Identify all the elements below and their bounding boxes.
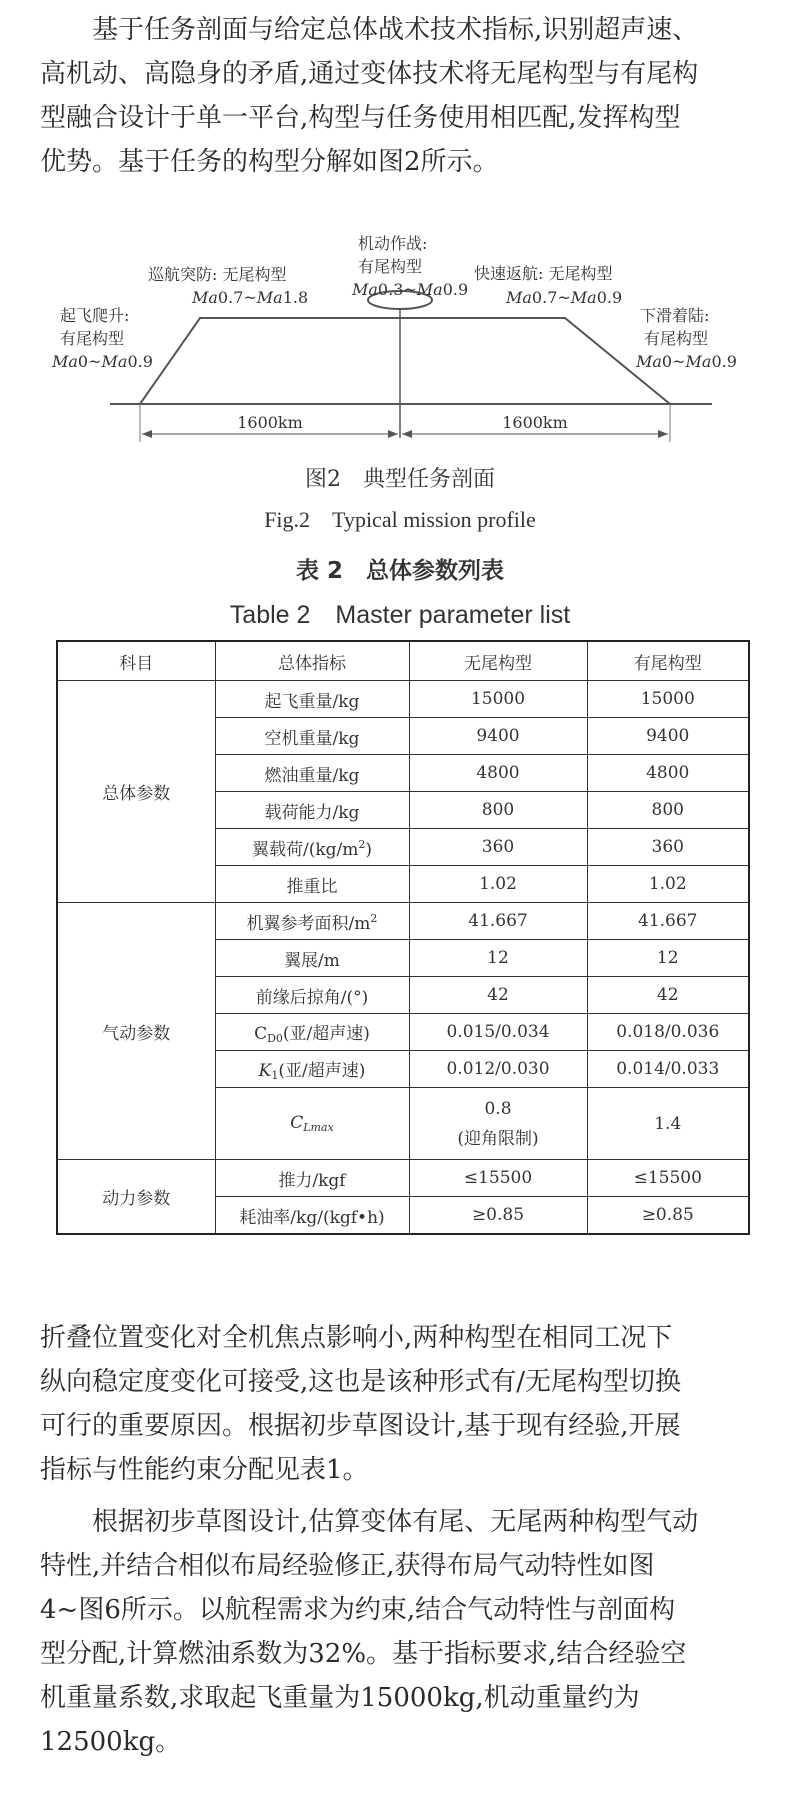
- cell-tailless: 800: [409, 792, 587, 829]
- distance-label-left: 1600km: [237, 413, 303, 432]
- figure-caption-cn: 图2 典型任务剖面: [305, 467, 495, 492]
- segment-landing-mach: Ma0~Ma0.9: [636, 352, 737, 371]
- master-parameter-table: [56, 640, 750, 1235]
- table-row: [57, 1160, 749, 1197]
- cell-tailed: 12: [587, 940, 749, 977]
- cell-tailless: ≥0.85: [409, 1197, 587, 1235]
- cell-tailed: 1.4: [587, 1088, 749, 1160]
- cell-tailed: 0.014/0.033: [587, 1051, 749, 1088]
- cell-tailless: 0.012/0.030: [409, 1051, 587, 1088]
- intro-paragraph: [40, 8, 800, 52]
- row-label: 前缘后掠角/(°): [215, 977, 409, 1014]
- group-aero: 气动参数: [57, 903, 215, 1160]
- cell-tailed: 1.02: [587, 866, 749, 903]
- intro-line: 优势。基于任务的构型分解如图2所示。: [40, 147, 499, 177]
- body2-line: 机重量系数,求取起飞重量为15000kg,机动重量约为: [40, 1683, 640, 1713]
- header-indicator: 总体指标: [215, 641, 409, 681]
- segment-takeoff-line2: 有尾构型: [60, 329, 125, 348]
- intro-line: 型融合设计于单一平台,构型与任务使用相匹配,发挥构型: [40, 103, 681, 133]
- table-row: [57, 681, 749, 718]
- arrow-head-icon: [142, 430, 152, 438]
- body1-line: 折叠位置变化对全机焦点影响小,两种构型在相同工况下: [40, 1323, 673, 1353]
- row-label: $C_{D0}$(亚/超声速): [215, 1014, 409, 1051]
- body2-line: 根据初步草图设计,估算变体有尾、无尾两种构型气动: [92, 1507, 699, 1537]
- cell-tailed: 0.018/0.036: [587, 1014, 749, 1051]
- intro-paragraph-cont: [40, 52, 760, 184]
- header-tailless: 无尾构型: [409, 641, 587, 681]
- segment-maneuver-line1: 机动作战:: [358, 234, 428, 253]
- cell-tailless: 0.015/0.034: [409, 1014, 587, 1051]
- arrow-head-icon: [402, 430, 412, 438]
- row-label: 翼载荷$/(kg/m^2)$: [215, 829, 409, 866]
- cell-tailless: 42: [409, 977, 587, 1014]
- cell-tailless: ≤15500: [409, 1160, 587, 1197]
- segment-cruise-line1: 巡航突防: 无尾构型: [148, 265, 287, 284]
- profile-path: [140, 318, 670, 404]
- row-label: 推力/kgf: [215, 1160, 409, 1197]
- cell-tailless: 0.8 (迎角限制): [409, 1088, 587, 1160]
- group-overall: 总体参数: [57, 681, 215, 903]
- table-title-cn: 表 2 总体参数列表: [295, 558, 504, 584]
- cell-tailed: 9400: [587, 718, 749, 755]
- cell-tailed: 4800: [587, 755, 749, 792]
- body1-line: 纵向稳定度变化可接受,这也是该种形式有/无尾构型切换: [40, 1367, 682, 1397]
- row-label: 推重比: [215, 866, 409, 903]
- cell-tailless: 4800: [409, 755, 587, 792]
- cell-tailless: 9400: [409, 718, 587, 755]
- body2-line: 特性,并结合相似布局经验修正,获得布局气动特性如图: [40, 1551, 655, 1581]
- cell-tailless: 12: [409, 940, 587, 977]
- segment-landing-line2: 有尾构型: [644, 329, 709, 348]
- segment-takeoff-line1: 起飞爬升:: [60, 306, 130, 325]
- row-label: 空机重量/kg: [215, 718, 409, 755]
- row-label: 耗油率/kg/(kgf•h): [215, 1197, 409, 1235]
- row-label: 起飞重量/kg: [215, 681, 409, 718]
- cell-tailless: 15000: [409, 681, 587, 718]
- row-label: 翼展/m: [215, 940, 409, 977]
- row-label: 载荷能力/kg: [215, 792, 409, 829]
- cell-tailed: 360: [587, 829, 749, 866]
- row-label: $K_1$(亚/超声速): [215, 1051, 409, 1088]
- body2-line: 型分配,计算燃油系数为32%。基于指标要求,结合经验空: [40, 1639, 687, 1669]
- body-paragraph-1: [40, 1316, 760, 1492]
- body1-line: 指标与性能约束分配见表1。: [40, 1455, 369, 1485]
- segment-return-line1: 快速返航: 无尾构型: [474, 264, 613, 283]
- table-row: [57, 903, 749, 940]
- table-title-en: Table 2 Master parameter list: [229, 601, 571, 629]
- segment-takeoff-mach: Ma0~Ma0.9: [52, 352, 153, 371]
- segment-return-mach: Ma0.7~Ma0.9: [506, 288, 623, 307]
- intro-line: 高机动、高隐身的矛盾,通过变体技术将无尾构型与有尾构: [40, 59, 699, 89]
- cell-tailless: 41.667: [409, 903, 587, 940]
- cell-tailed: 42: [587, 977, 749, 1014]
- arrow-head-icon: [658, 430, 668, 438]
- mission-profile-figure: [0, 220, 800, 470]
- distance-label-right: 1600km: [502, 413, 568, 432]
- cell-tailless: 1.02: [409, 866, 587, 903]
- group-power: 动力参数: [57, 1160, 215, 1235]
- intro-line: 基于任务剖面与给定总体战术技术指标,识别超声速、: [92, 15, 699, 45]
- figure-caption-en: Fig.2 Typical mission profile: [264, 507, 536, 532]
- segment-cruise-mach: Ma0.7~Ma1.8: [192, 288, 309, 307]
- arrow-head-icon: [388, 430, 398, 438]
- cell-tailed: 800: [587, 792, 749, 829]
- cell-tailed: 41.667: [587, 903, 749, 940]
- cell-tailed: ≥0.85: [587, 1197, 749, 1235]
- cell-tailed: ≤15500: [587, 1160, 749, 1197]
- segment-maneuver-mach: Ma0.3~Ma0.9: [352, 280, 469, 299]
- row-label: 机翼参考面积$/m^2$: [215, 903, 409, 940]
- body2-line: 12500kg。: [40, 1727, 182, 1757]
- body-paragraph-2-cont: [40, 1544, 760, 1764]
- body1-line: 可行的重要原因。根据初步草图设计,基于现有经验,开展: [40, 1411, 681, 1441]
- row-label: $C_{Lmax}$: [215, 1088, 409, 1160]
- body-paragraph-2: [40, 1500, 800, 1544]
- cell-tailless: 360: [409, 829, 587, 866]
- row-label: 燃油重量/kg: [215, 755, 409, 792]
- segment-maneuver-line2: 有尾构型: [358, 257, 423, 276]
- header-subject: 科目: [57, 641, 215, 681]
- segment-landing-line1: 下滑着陆:: [640, 306, 710, 325]
- body2-line: 4~图6所示。以航程需求为约束,结合气动特性与剖面构: [40, 1595, 676, 1625]
- header-tailed: 有尾构型: [587, 641, 749, 681]
- cell-tailed: 15000: [587, 681, 749, 718]
- table-header-row: [57, 641, 749, 681]
